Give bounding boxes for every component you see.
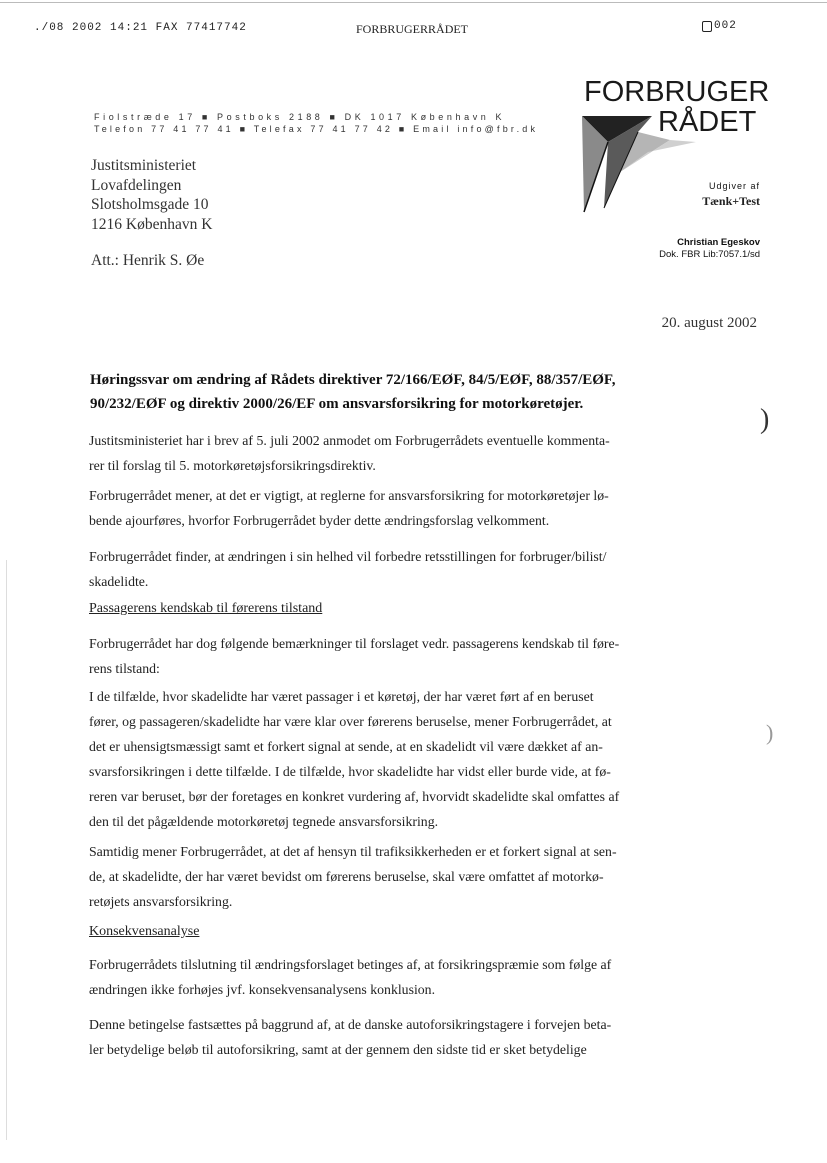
heading-line-1: Høringssvar om ændring af Rådets direktiver 72/166/EØF, 84/5/EØF, 88/357/EØF, bbox=[90, 372, 616, 388]
paragraph-1: Justitsministeriet har i brev af 5. juli 2002 anmodet om Forbrugerrådets eventuelle kommenta- rer til forslag til 5. motorkøretøjsforsikringsdirektiv. bbox=[89, 433, 610, 473]
margin-punch-mark: ) bbox=[766, 720, 774, 745]
subheading-passenger-knowledge: Passagerens kendskab til førerens tilstand bbox=[89, 601, 323, 616]
recipient-line-1: Justitsministeriet bbox=[91, 157, 197, 174]
reference-name: Christian Egeskov bbox=[677, 237, 760, 248]
logo-tagline: Udgiver af bbox=[708, 181, 760, 191]
recipient-line-2: Lovafdelingen bbox=[91, 176, 182, 194]
paragraph-7: Forbrugerrådets tilslutning til ændringsforslaget betinges af, at forsikringspræmie som følge af ændringen ikke forhøjes jvf. konsekvensanalysens konklusion. bbox=[89, 957, 612, 997]
paragraph-4: Forbrugerrådet har dog følgende bemærkninger til forslaget vedr. passagerens kendskab til føre- rens tilstand: bbox=[89, 636, 620, 676]
margin-punch-mark: ) bbox=[760, 404, 770, 435]
recipient-line-3: Slotsholmsgade 10 bbox=[91, 196, 209, 213]
paragraph-5: I de tilfælde, hvor skadelidte har været passager i et køretøj, der har været ført af en beruset fører, og passageren/skadelidte har være klar over førerens beruselse, mener Forbrugerrådet, at det er uhensigtsmæssigt samt et forkert signal at sende, at en skadelidt vil være dækket af an- svarsforsikringen i dette tilfælde. I de tilfælde, hvor skadelidte har vidst eller burde vide, at fø- reren var beruset, bør der foretages en konkret vurdering af, hvorvidt skadelidte skal omfattes af den til det pågældende motorkøretøj tegnede ansvarsforsikring. bbox=[89, 689, 620, 829]
heading-line-2: 90/232/EØF og direktiv 2000/26/EF om ansvarsforsikring for motorkøretøjer. bbox=[90, 396, 584, 412]
fax-page-number: 002 bbox=[702, 20, 737, 32]
letter-date: 20. august 2002 bbox=[661, 315, 757, 331]
subheading-impact-analysis: Konsekvensanalyse bbox=[89, 924, 200, 939]
logo-emblem bbox=[578, 112, 698, 216]
logo-word-forbruger: FORBRUGER bbox=[584, 76, 770, 108]
logo-word-raadet: RÅDET bbox=[658, 106, 757, 138]
sender-address-line2: Telefon 77 41 77 41 ■ Telefax 77 41 77 42 ■ Email info@fbr.dk bbox=[94, 124, 539, 134]
logo bbox=[578, 76, 768, 216]
recipient-line-4: 1216 København K bbox=[91, 215, 213, 233]
recipient-att: Att.: Henrik S. Øe bbox=[91, 252, 205, 269]
letter-heading bbox=[90, 368, 770, 416]
paragraph-6: Samtidig mener Forbrugerrådet, at det af hensyn til trafiksikkerheden er et forkert signal at sen- de, at skadelidte, der har været bevidst om førerens beruselse, skal være omfattet af motorkø- retøjets ansvarsforsikring. bbox=[89, 844, 617, 909]
fax-page-icon bbox=[702, 21, 712, 32]
logo-brand: Tænk+Test bbox=[702, 194, 760, 208]
paragraph-8: Denne betingelse fastsættes på baggrund af, at de danske autoforsikringstagere i forvejen beta- ler betydelige beløb til autoforsikring, samt at der gennem den sidste tid er sket betydelige bbox=[89, 1017, 612, 1057]
recipient-address bbox=[91, 156, 212, 234]
paragraph-2: Forbrugerrådet mener, at det er vigtigt, at reglerne for ansvarsforsikring for motorkøretøjer lø- bende ajourføres, hvorfor Forbrugerrådet byder dette ændringsforslag velkomment. bbox=[89, 488, 609, 528]
sender-address-line1: Fiolstræde 17 ■ Postboks 2188 ■ DK 1017 København K bbox=[94, 112, 506, 122]
paragraph-3: Forbrugerrådet finder, at ændringen i sin helhed vil forbedre retsstillingen for forbruger/bilist/ skadelidte. bbox=[89, 549, 607, 589]
scan-top-edge bbox=[0, 2, 827, 3]
fax-header-left: ./08 2002 14:21 FAX 77417742 bbox=[34, 22, 247, 34]
reference-doc: Dok. FBR Lib:7057.1/sd bbox=[659, 249, 760, 260]
scan-left-edge bbox=[6, 560, 7, 1140]
fax-header-center: FORBRUGERRÅDET bbox=[356, 22, 469, 36]
